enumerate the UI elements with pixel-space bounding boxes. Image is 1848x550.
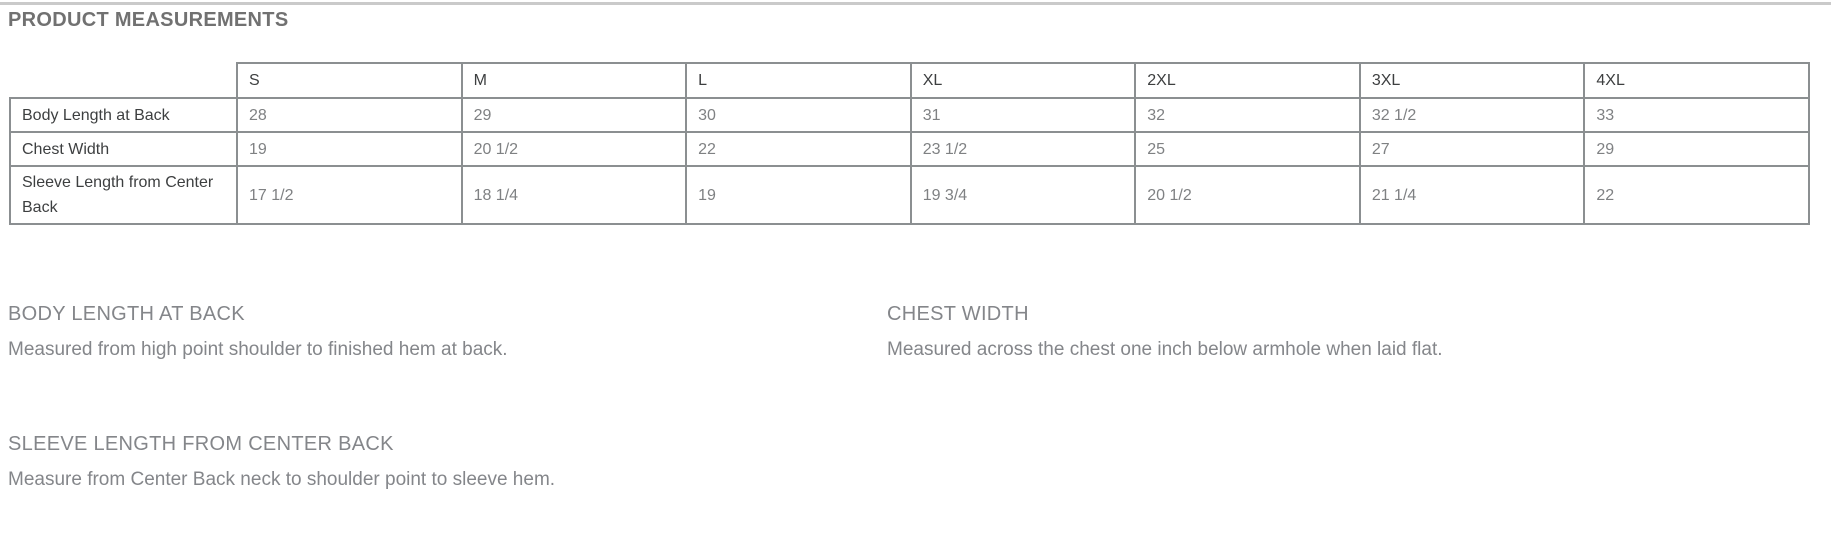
row-label-body-length: Body Length at Back [10, 98, 237, 132]
top-divider-rule [0, 2, 1831, 5]
value-cell: 19 3/4 [911, 166, 1136, 224]
value-cell: 27 [1360, 132, 1585, 166]
corner-blank-cell [10, 63, 237, 98]
value-cell: 21 1/4 [1360, 166, 1585, 224]
value-cell: 29 [462, 98, 687, 132]
value-cell: 29 [1584, 132, 1809, 166]
value-cell: 32 [1135, 98, 1360, 132]
value-cell: 19 [686, 166, 911, 224]
section-heading-chest-width: CHEST WIDTH [887, 303, 1029, 325]
value-cell: 31 [911, 98, 1136, 132]
value-cell: 20 1/2 [1135, 166, 1360, 224]
size-header-3xl: 3XL [1360, 63, 1585, 98]
value-cell: 25 [1135, 132, 1360, 166]
value-cell: 18 1/4 [462, 166, 687, 224]
row-label-sleeve-length: Sleeve Length from Center Back [10, 166, 237, 224]
value-cell: 17 1/2 [237, 166, 462, 224]
table-row-chest-width [10, 132, 1809, 166]
table-row-sleeve-length [10, 166, 1809, 224]
page-title: PRODUCT MEASUREMENTS [8, 9, 289, 31]
section-description-chest-width: Measured across the chest one inch below armhole when laid flat. [887, 339, 1443, 360]
section-sleeve-length [8, 433, 555, 491]
row-label-chest-width: Chest Width [10, 132, 237, 166]
size-chart-table [9, 62, 1810, 225]
value-cell: 33 [1584, 98, 1809, 132]
size-header-4xl: 4XL [1584, 63, 1809, 98]
section-heading-sleeve-length: SLEEVE LENGTH FROM CENTER BACK [8, 433, 394, 455]
section-heading-body-length: BODY LENGTH AT BACK [8, 303, 245, 325]
size-header-xl: XL [911, 63, 1136, 98]
value-cell: 23 1/2 [911, 132, 1136, 166]
value-cell: 30 [686, 98, 911, 132]
size-header-m: M [462, 63, 687, 98]
value-cell: 19 [237, 132, 462, 166]
section-body-length [8, 303, 508, 361]
value-cell: 22 [686, 132, 911, 166]
value-cell: 22 [1584, 166, 1809, 224]
section-description-body-length: Measured from high point shoulder to finished hem at back. [8, 339, 508, 360]
value-cell: 28 [237, 98, 462, 132]
size-header-s: S [237, 63, 462, 98]
value-cell: 32 1/2 [1360, 98, 1585, 132]
size-header-2xl: 2XL [1135, 63, 1360, 98]
size-header-row [10, 63, 1809, 98]
value-cell: 20 1/2 [462, 132, 687, 166]
section-chest-width [887, 303, 1443, 361]
size-header-l: L [686, 63, 911, 98]
section-description-sleeve-length: Measure from Center Back neck to shoulder point to sleeve hem. [8, 469, 556, 490]
table-row-body-length [10, 98, 1809, 132]
